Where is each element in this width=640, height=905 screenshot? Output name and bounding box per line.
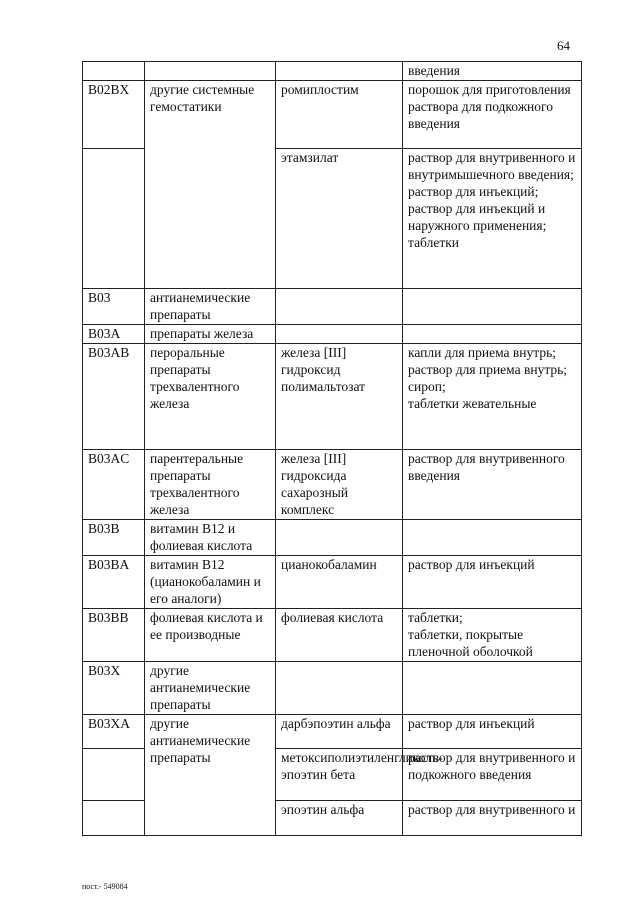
atc-code-cell: B03BB — [83, 609, 145, 662]
dosage-form-cell — [403, 450, 582, 520]
drug-name-cell — [276, 520, 403, 556]
dosage-form-line: раствор для инъекций — [408, 557, 535, 572]
drug-name-cell — [276, 289, 403, 325]
drug-name-cell: метоксиполиэтиленгликоль-эпоэтин бета — [276, 749, 403, 801]
dosage-form-line: таблетки жевательные — [408, 396, 537, 411]
group-cell: парентеральные препараты трехвалентного железа — [145, 450, 276, 520]
drug-name-cell: железа [III] гидроксид полимальтозат — [276, 344, 403, 450]
dosage-form-line: введения — [408, 63, 461, 78]
group-cell: другие системные гемостатики — [145, 81, 276, 289]
drug-name-cell — [276, 662, 403, 715]
dosage-form-line: сироп; — [408, 379, 446, 394]
dosage-form-cell — [403, 801, 582, 836]
group-cell: витамин B12 и фолиевая кислота — [145, 520, 276, 556]
document-footer: пост.- 549084 — [82, 882, 128, 891]
dosage-form-cell — [403, 556, 582, 609]
table-row — [83, 556, 582, 609]
atc-code-cell: B03BA — [83, 556, 145, 609]
page-number: 64 — [557, 38, 570, 53]
table-row — [83, 609, 582, 662]
dosage-form-cell — [403, 749, 582, 801]
atc-code-cell: B03XA — [83, 715, 145, 749]
dosage-form-line: раствор для внутривенного и внутримышечного введения; — [408, 150, 576, 182]
group-cell: фолиевая кислота и ее производные — [145, 609, 276, 662]
atc-code-cell — [83, 149, 145, 289]
dosage-form-line: порошок для приготовления раствора для подкожного введения — [408, 82, 571, 131]
dosage-form-cell — [403, 662, 582, 715]
drug-name-cell — [276, 325, 403, 344]
dosage-form-cell — [403, 609, 582, 662]
atc-code-cell: B03B — [83, 520, 145, 556]
dosage-form-cell — [403, 62, 582, 81]
atc-code-cell — [83, 749, 145, 801]
drug-name-cell: ромиплостим — [276, 81, 403, 149]
dosage-form-line: таблетки; — [408, 610, 463, 625]
dosage-form-line: таблетки — [408, 235, 460, 250]
drug-name-cell: этамзилат — [276, 149, 403, 289]
group-cell: витамин B12 (цианокобаламин и его аналоги) — [145, 556, 276, 609]
group-cell: другие антианемические препараты — [145, 662, 276, 715]
dosage-form-line: раствор для инъекций и наружного применения; — [408, 201, 547, 233]
atc-code-cell — [83, 62, 145, 81]
table-row — [83, 81, 582, 149]
dosage-form-line: раствор для инъекций — [408, 716, 535, 731]
drug-name-cell — [276, 62, 403, 81]
group-cell: антианемические препараты — [145, 289, 276, 325]
dosage-form-line: таблетки, покрытые пленочной оболочкой — [408, 627, 533, 659]
group-cell: другие антианемические препараты — [145, 715, 276, 836]
table-row — [83, 520, 582, 556]
group-cell: пероральные препараты трехвалентного железа — [145, 344, 276, 450]
atc-code-cell: B03AB — [83, 344, 145, 450]
table-row — [83, 450, 582, 520]
table-row — [83, 715, 582, 749]
dosage-form-line: раствор для внутривенного введения — [408, 451, 565, 483]
drug-table — [82, 61, 582, 836]
atc-code-cell: B03 — [83, 289, 145, 325]
atc-code-cell: B02BX — [83, 81, 145, 149]
drug-name-cell: цианокобаламин — [276, 556, 403, 609]
atc-code-cell: B03X — [83, 662, 145, 715]
drug-name-cell: эпоэтин альфа — [276, 801, 403, 836]
table-row — [83, 344, 582, 450]
group-cell: препараты железа — [145, 325, 276, 344]
table-row — [83, 289, 582, 325]
dosage-form-cell — [403, 81, 582, 149]
atc-code-cell: B03AC — [83, 450, 145, 520]
dosage-form-line: раствор для внутривенного и — [408, 802, 576, 817]
dosage-form-cell — [403, 520, 582, 556]
group-cell — [145, 62, 276, 81]
dosage-form-cell — [403, 325, 582, 344]
table-row — [83, 662, 582, 715]
table-row — [83, 62, 582, 81]
dosage-form-cell — [403, 289, 582, 325]
drug-name-cell: железа [III] гидроксида сахарозный комплекс — [276, 450, 403, 520]
atc-code-cell: B03A — [83, 325, 145, 344]
atc-code-cell — [83, 801, 145, 836]
table-row — [83, 325, 582, 344]
dosage-form-cell — [403, 149, 582, 289]
dosage-form-line: раствор для инъекций; — [408, 184, 539, 199]
dosage-form-line: раствор для внутривенного и подкожного введения — [408, 750, 576, 782]
dosage-form-cell — [403, 715, 582, 749]
dosage-form-line: раствор для приема внутрь; — [408, 362, 568, 377]
dosage-form-line: капли для приема внутрь; — [408, 345, 556, 360]
drug-name-cell: дарбэпоэтин альфа — [276, 715, 403, 749]
dosage-form-cell — [403, 344, 582, 450]
drug-name-cell: фолиевая кислота — [276, 609, 403, 662]
